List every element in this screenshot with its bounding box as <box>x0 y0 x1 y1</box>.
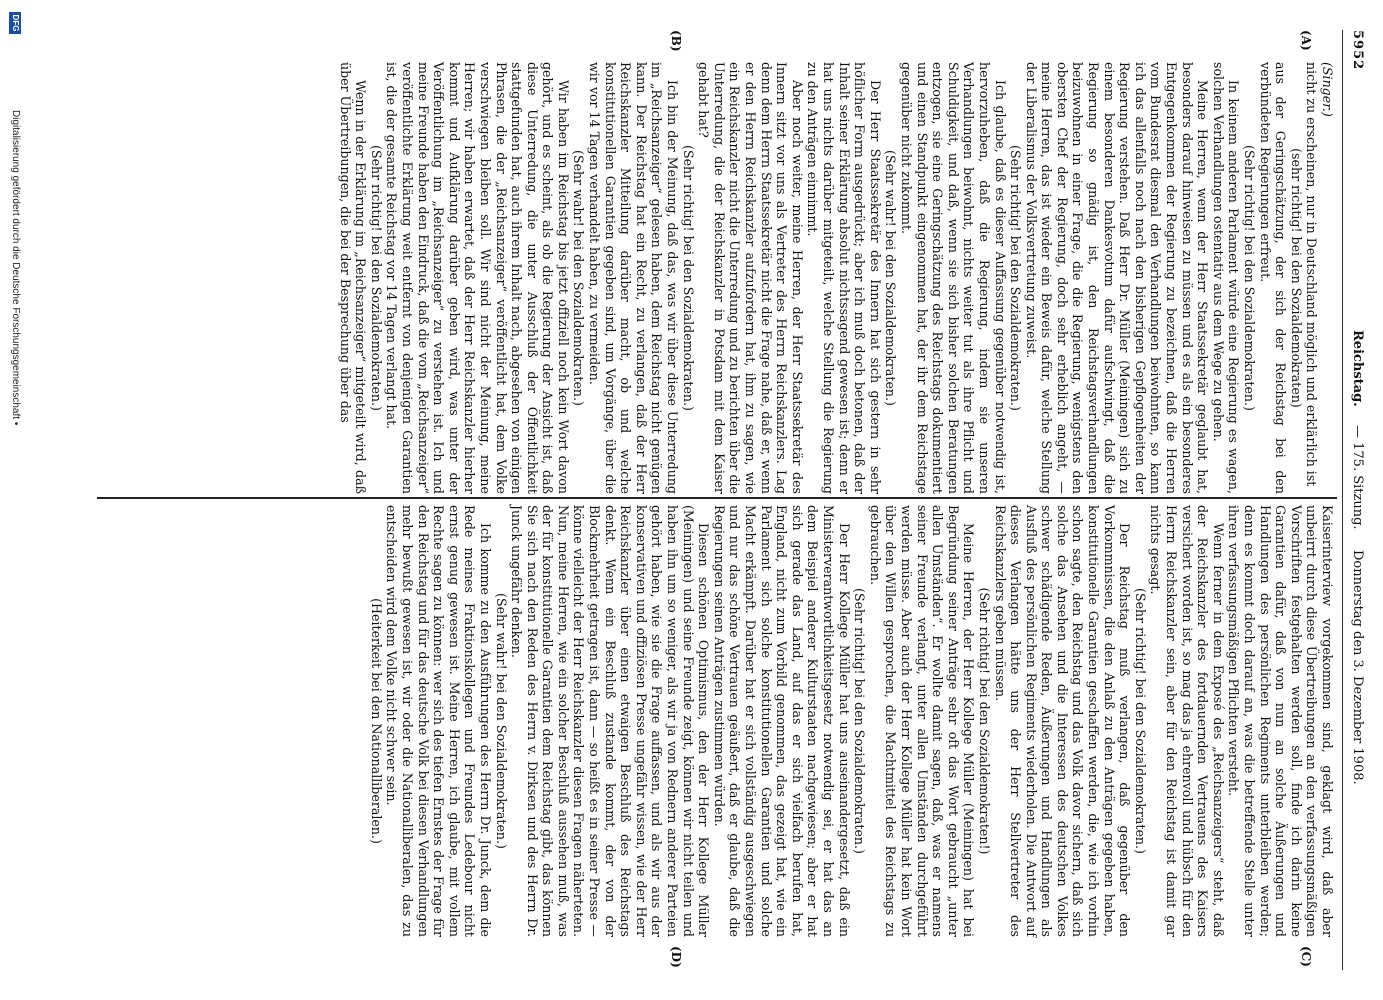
margin-mark-c: (C) <box>1299 946 1313 967</box>
header-date: Donnerstag den 3. Dezember 1908. <box>1350 550 1365 785</box>
paragraph: Kaiserinterview vorgekommen sind, geklagt wird, daß aber unbeirrt durch diese Übertreibungen an den verfassungsmäßigen Vorschriften festgehalten werden soll, finde ich darin keine Garantien dafür, daß von nun an solche Äußerungen und Handlungen des persönlichen Regiments unterbleiben werden; denn es kommt doch darauf an, was die betreffende Stelle unter ihren verfassungsmäßigen Pflichten versteht. <box>1226 505 1335 937</box>
interjection: (Sehr richtig! bei den Sozialdemokraten.) <box>852 588 868 854</box>
digitization-note: Digitalisierung gefördert durch die Deutsche Forschungsgemeinschaft • <box>10 110 21 426</box>
paragraph: Ich glaube, daß es dieser Auffassung gegenüber notwendig ist, hervorzuheben, daß die Regierung, indem sie unseren Verhandlungen beiwohnt, nichts weiter tut als ihre Pflicht und Schuldigkeit, und daß, wenn sie sich bisher solchen Beratungen entzogen, sie eine Geringschätzung des Reichstags dokumentiert und einen Standpunkt eingenommen hat, der ihr dem Reichstage gegenüber nicht zukommt. <box>898 62 1008 494</box>
interjection: (Sehr richtig! bei den Sozialdemokraten.) <box>1242 145 1258 411</box>
header-title-reichstag: Reichstag. <box>1350 330 1365 407</box>
paragraph: Meine Herren, wenn der Herr Staatssekretär geglaubt hat, besonders darauf hinweisen zu müssen und es als ein besonderes Entgegenkommen der Regierung zu bezeichnen, daß die Herren vom Bundesrat diesmal den Verhandlungen beiwohnten, so kann ich das allenfalls noch nach den bisherigen Gepflogenheiten der Regierung verstehen. Daß Herr Dr. Müller (Meiningen) sich zu einem besonderen Dankesvotum dafür aufschwingt, daß die Regierung so gnädig ist, den Reichstagsverhandlungen beizuwohnen in einer Frage, die die Regierung, wenigstens den obersten Chef der Regierung, doch sehr erheblich angeht, — meine Herren, das ist wieder ein Beweis dafür, welche Stellung der Liberalismus der Volksvertretung zuweist. <box>1023 62 1211 494</box>
paragraph: Ich komme zu den Ausführungen des Herrn Dr. Junck, dem die Rede meines Fraktionskollegen und Freundes Ledebour nicht ernst genug gewesen ist. Meine Herren, ich glaube, mit vollem Rechte sagen zu können: wer sich des tiefen Ernstes der Frage für den Reichstag und für das deutsche Volk bei diesen Verhandlungen mehr bewußt gewesen ist, wir oder die Nationalliberalen, das zu entscheiden wird dem Volke nicht schwer sein. <box>384 505 493 937</box>
right-column <box>368 505 1335 937</box>
interjection: (Sehr wahr! bei den Sozialdemokraten.) <box>883 150 899 406</box>
interjection: (Sehr wahr! bei den Sozialdemokraten.) <box>493 593 509 849</box>
interjection: (Sehr richtig! bei den Sozialdemokraten.) <box>680 145 696 411</box>
interjection: (Sehr richtig! bei den Sozialdemokraten.) <box>1008 145 1024 411</box>
paragraph: nicht zu erscheinen, nur in Deutschland möglich und erklärlich ist <box>1304 62 1320 487</box>
speaker-label: (Singer.) <box>1320 62 1335 117</box>
margin-mark-b: (B) <box>669 30 683 52</box>
paragraph: Wenn in der Erklärung im „Reichsanzeiger“ mitgeteilt wird, daß über Übertreibungen, die bei der Besprechung über das <box>337 62 369 494</box>
interjection: (Sehr richtig! bei den Sozialdemokraten!) <box>976 587 992 855</box>
margin-mark-d: (D) <box>669 946 683 968</box>
margin-mark-a: (A) <box>1299 30 1313 51</box>
paragraph: Ich bin der Meinung, daß das, was wir über diese Unterredung im „Reichsanzeiger“ gelesen haben, dem Reichstag nicht genügen kann. Der Reichstag hat ein Recht, zu verlangen, daß der Herr Reichskanzler Mitteilung darüber macht, ob und welche konstitutionellen Garantien gegeben sind, um Vorgänge, über die wir vor 14 Tagen verhandelt haben, zu vermeiden. <box>587 62 681 494</box>
page-header <box>1342 30 1371 970</box>
paragraph: Der Herr Kollege Müller hat uns auseinandergesetzt, daß ein Ministerverantwortlichkeitsgesetz notwendig sei, er hat das an dem Beispiel anderer Kulturstaaten nachgewiesen; aber er hat sich gerade das Land, auf das er sich vielfach berufen hat, England, nicht zum Vorbild genommen, das gezeigt hat, wie ein Parlament sich solche konstitutionellen Garantien und solche Macht erkämpft. Darüber hat er sich vollständig ausgeschwiegen und nur das schöne Vertrauen geäußert, daß er glaube, daß die Regierungen seinen Anträgen zustimmen würden. <box>711 505 852 937</box>
paragraph: Meine Herren, der Herr Kollege Müller (Meiningen) hat bei Begründung seiner Anträge sehr oft das Wort gebraucht „unter allen Umständen“. Er wollte damit sagen, daß, was er namens seiner Freunde verlangt, unter allen Umständen durchgeführt werden müsse. Aber auch der Herr Kollege Müller hat kein Wort über den Willen gesprochen, die Machtmittel des Reichstags zu gebrauchen. <box>867 505 977 937</box>
paragraph: Diesen schönen Optimismus, den der Herr Kollege Müller (Meiningen) und seine Freunde zeigt, können wir nicht teilen und haben ihn um so weniger, als wir ja von Rednern anderer Parteien gehört haben, wie sie die Frage auffassen, und als wir aus der konservativen und offiziösen Presse ungefähr wissen, wie der Herr Reichskanzler über einen etwaigen Beschluß des Reichstags denkt. Wenn ein Beschluß zustande kommt, der von der Blockmehrheit getragen ist, dann — so heißt es in seiner Presse — könne vielleicht der Herr Reichskanzler diesen Fragen näherteten. Nun, meine Herren, wie ein solcher Beschluß aussehen muß, was der für konstitutionelle Garantien dem Reichstag gibt, das können Sie sich nach den Reden des Herrn v. Dirksen und des Herrn Dr. Junck ungefähr denken. <box>509 505 712 937</box>
interjection: (Sehr richtig! bei den Sozialdemokraten.) <box>1132 588 1148 854</box>
interjection: (Sehr wahr! bei den Sozialdemokraten.) <box>571 150 587 406</box>
paragraph: aus der Geringschätzung, der sich der Reichstag bei den verbündeten Regierungen erfreut. <box>1257 62 1289 494</box>
column-divider <box>97 497 1337 499</box>
paragraph: Aber noch weiter, meine Herren, der Herr Staatssekretär des Innern sitzt vor uns als Vertreter des Herrn Reichskanzlers. Lag denn dem Herrn Staatssekretär nicht die Frage nahe, daß er, wenn er den Herrn Reichskanzler aufzufordern hat, ihm zu sagen, wie ein Reichskanzler nicht die Unterredung und zu berichten über die Unterredung, die der Reichskanzler in Potsdam mit dem Kaiser gehabt hat? <box>696 62 805 494</box>
header-session: — 175. Sitzung. <box>1350 425 1365 530</box>
page-number: 5952 <box>1350 30 1365 71</box>
interjection: (Heiterkeit bei den Nationalliberalen.) <box>368 598 384 844</box>
paragraph: In keinem anderen Parlament würde eine Regierung es wagen, solchen Verhandlungen ostentativ aus dem Wege zu gehen. <box>1210 62 1242 494</box>
left-column <box>337 62 1335 494</box>
paragraph: Der Reichstag muß verlangen, daß gegenüber den Vorkommnissen, die den Anlaß zu den Anträgen gegeben haben, konstitutionelle Garantien geschaffen werden, die, wie ich vorhin schon sagte, den Reichstag und das Volk davor sichern, daß sich solche das Ansehen und die Interessen des deutschen Volkes schwer schädigende Reden, Äußerungen und Handlungen als Ausfluß des persönlichen Regiments wiederholen. Die Antwort auf dieses Verlangen hätte uns der Herr Stellvertreter des Reichskanzlers geben müssen. <box>992 505 1133 937</box>
dfg-badge: DFG <box>9 12 21 34</box>
paragraph: Wenn ferner in dem Exposé des „Reichsanzeigers“ steht, daß der Reichskanzler des fortdauernden Vertrauens des Kaisers versichert worden ist, so mag das ja ehrenvoll und hübsch für den Herrn Reichskanzler sein, aber für den Reichstag ist damit gar nichts gesagt. <box>1148 505 1226 937</box>
interjection: (sehr richtig! bei den Sozialdemokraten) <box>1288 148 1304 408</box>
paragraph: Wir haben im Reichstag bis jetzt offiziell noch kein Wort davon gehört, und es scheint, als ob die Regierung der Ansicht ist, daß diese Unterredung, die unter Ausschluß der Öffentlichkeit stattgefunden hat, auch ihrem Inhalt nach, abgesehen von einigen Phrasen, die der „Reichsanzeiger“ veröffentlicht hat, dem Volke verschwiegen bleiben soll. Wir sind nicht der Meinung, meine Herren; wir haben erwartet, daß der Herr Reichskanzler hierher kommt und Aufklärung darüber geben wird, was unter der Veröffentlichung im „Reichsanzeiger“ zu verstehen ist. Ich und meine Freunde haben den Eindruck, daß die vom „Reichsanzeiger“ veröffentlichte Erklärung weit entfernt von denjenigen Garantien ist, die der gesamte Reichstag vor 14 Tagen verlangt hat. <box>384 62 571 494</box>
interjection: (Sehr richtig! bei den Sozialdemokraten.) <box>368 145 384 411</box>
paragraph: Der Herr Staatssekretär des Innern hat sich gestern in sehr höflicher Form ausgedrückt; aber ich muß doch betonen, daß der Inhalt seiner Erklärung absolut nichtssagend gewesen ist; denn er hat uns nichts darüber mitgeteilt, welche Stellung die Regierung zu den Anträgen einnimmt. <box>805 62 883 494</box>
